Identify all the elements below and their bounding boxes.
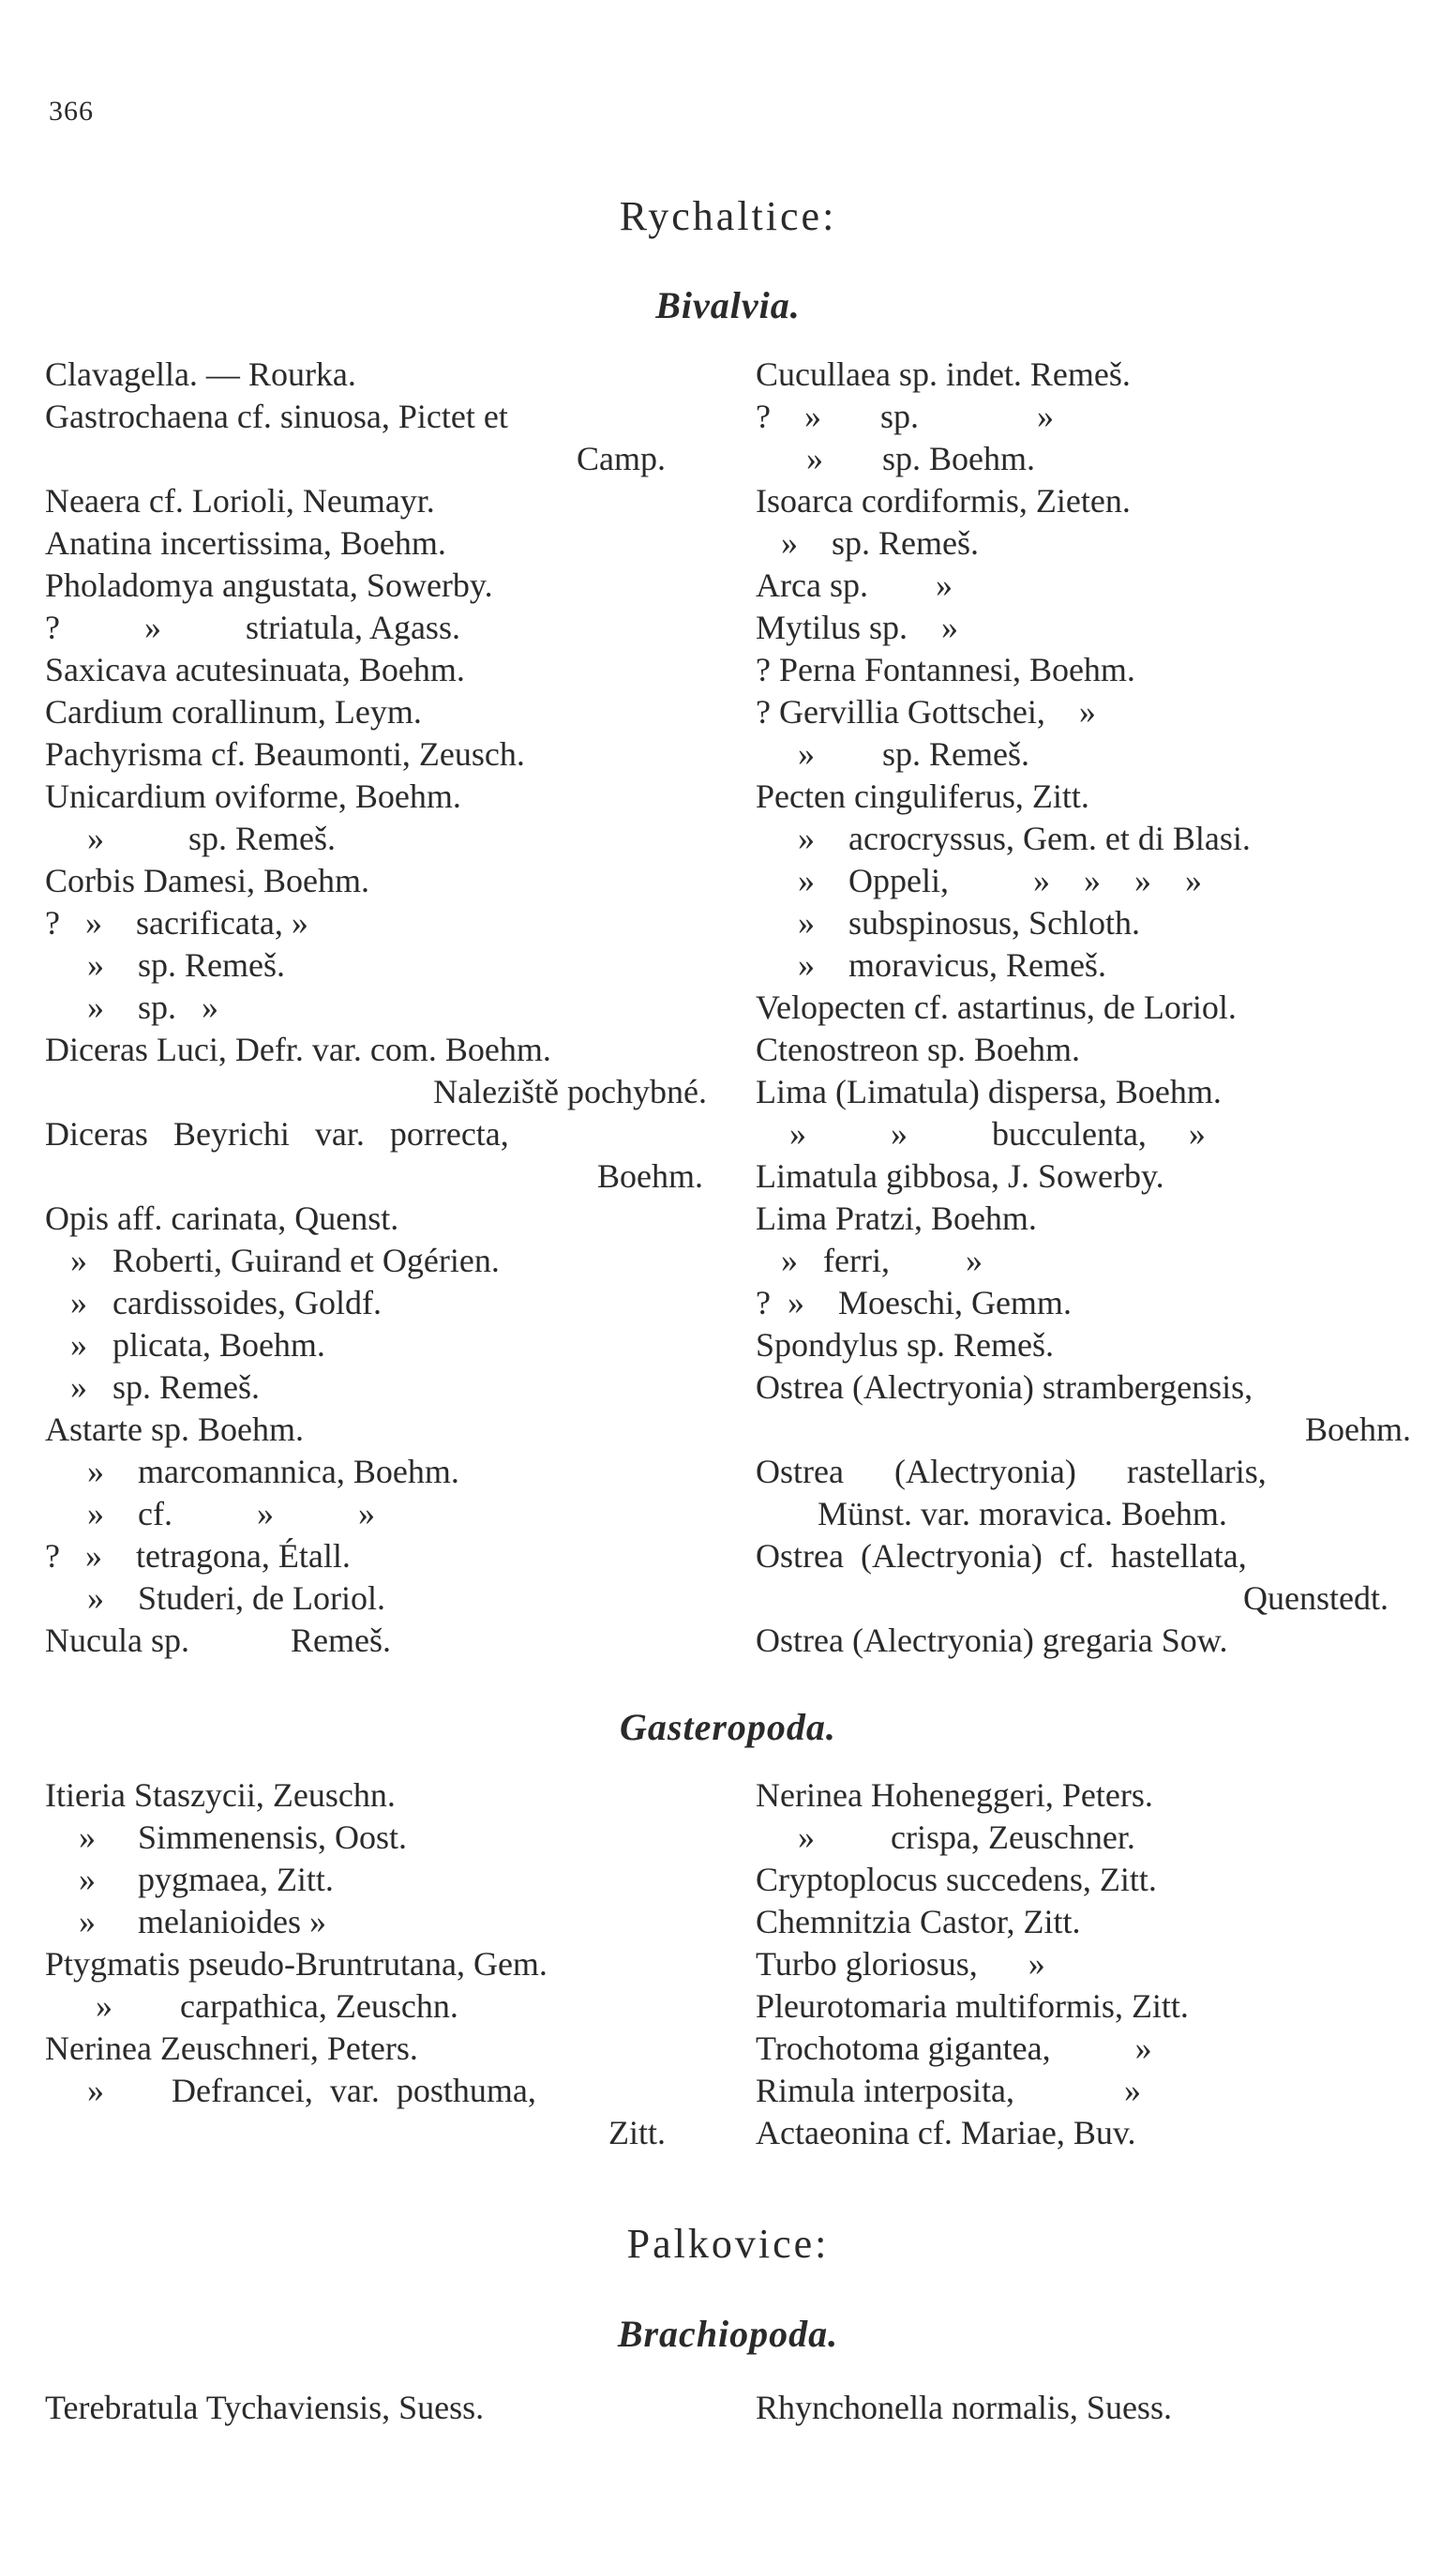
species-line: Terebratula Tychaviensis, Suess. — [45, 2389, 485, 2426]
species-line: Isoarca cordiformis, Zieten. — [756, 482, 1131, 520]
species-line: » crispa, Zeuschner. — [756, 1818, 1135, 1856]
species-line: Ctenostreon sp. Boehm. — [756, 1031, 1080, 1068]
bivalvia-left-column — [45, 354, 711, 1662]
species-line: Pleurotomaria multiformis, Zitt. — [756, 1987, 1189, 2025]
species-line: ? » Moeschi, Gemm. — [756, 1284, 1072, 1321]
gasteropoda-left-column — [45, 1774, 711, 2154]
species-line: Neaera cf. Lorioli, Neumayr. — [45, 482, 435, 520]
species-line: ? » striatula, Agass. — [45, 609, 460, 646]
species-line: » Roberti, Guirand et Ogérien. — [45, 1242, 500, 1279]
species-line: Velopecten cf. astartinus, de Loriol. — [756, 988, 1237, 1026]
species-line: Actaeonina cf. Mariae, Buv. — [756, 2114, 1136, 2151]
species-line-continuation: Zitt. — [608, 2114, 666, 2151]
bivalvia-right-column — [756, 354, 1417, 1662]
species-line: Ostrea (Alectryonia) strambergensis, — [756, 1368, 1253, 1406]
species-line: Trochotoma gigantea, » — [756, 2029, 1152, 2067]
brachiopoda-right-column — [756, 2387, 1417, 2429]
species-line: Nerinea Hoheneggeri, Peters. — [756, 1776, 1153, 1814]
species-line: Lima Pratzi, Boehm. — [756, 1200, 1037, 1237]
species-line: Rhynchonella normalis, Suess. — [756, 2389, 1172, 2426]
species-line: » acrocryssus, Gem. et di Blasi. — [756, 820, 1251, 857]
species-line: Clavagella. — Rourka. — [45, 355, 356, 393]
group-heading-gasteropoda: Gasteropoda. — [620, 1706, 836, 1748]
species-line: » Simmenensis, Oost. — [45, 1818, 408, 1856]
species-line-continuation: Münst. var. moravica. Boehm. — [818, 1495, 1227, 1532]
species-line: » moravicus, Remeš. — [756, 946, 1106, 984]
locality-heading-rychaltice: Rychaltice: — [619, 193, 837, 239]
species-line: ? Perna Fontannesi, Boehm. — [756, 651, 1135, 688]
species-line: Ostrea (Alectryonia) rastellaris, — [756, 1453, 1267, 1490]
species-line: » sp. Remeš. — [45, 946, 285, 984]
species-line: Cryptoplocus succedens, Zitt. — [756, 1861, 1157, 1898]
species-line: » melanioides » — [45, 1903, 326, 1940]
species-line: Diceras Luci, Defr. var. com. Boehm. — [45, 1031, 551, 1068]
species-line: ? » sacrificata, » — [45, 904, 308, 942]
species-line: Ostrea (Alectryonia) cf. hastellata, — [756, 1537, 1247, 1575]
species-line: Unicardium oviforme, Boehm. — [45, 777, 461, 815]
species-line: Mytilus sp. » — [756, 609, 959, 646]
species-line: » marcomannica, Boehm. — [45, 1453, 459, 1490]
gasteropoda-right-column — [756, 1774, 1417, 2154]
species-line: » cardissoides, Goldf. — [45, 1284, 382, 1321]
species-line: Cardium corallinum, Leym. — [45, 693, 422, 731]
species-line: Spondylus sp. Remeš. — [756, 1326, 1055, 1364]
species-line: ? Gervillia Gottschei, » — [756, 693, 1096, 731]
species-line: ? » sp. » — [756, 398, 1054, 435]
locality-heading-palkovice: Palkovice: — [626, 2221, 830, 2267]
species-line: » » bucculenta, » — [756, 1115, 1206, 1153]
species-line: » Studeri, de Loriol. — [45, 1579, 385, 1617]
species-line: Pecten cinguliferus, Zitt. — [756, 777, 1089, 815]
species-line: Nerinea Zeuschneri, Peters. — [45, 2029, 418, 2067]
species-line: Ptygmatis pseudo-Bruntrutana, Gem. — [45, 1945, 548, 1983]
species-line: » Defrancei, var. posthuma, — [45, 2072, 536, 2109]
species-line: Ostrea (Alectryonia) gregaria Sow. — [756, 1622, 1228, 1659]
species-line: » pygmaea, Zitt. — [45, 1861, 334, 1898]
species-line: Pachyrisma cf. Beaumonti, Zeusch. — [45, 735, 525, 773]
group-heading-bivalvia: Bivalvia. — [655, 284, 801, 326]
species-line: Gastrochaena cf. sinuosa, Pictet et — [45, 398, 508, 435]
species-line: Opis aff. carinata, Quenst. — [45, 1200, 399, 1237]
species-line-continuation: Camp. — [577, 440, 666, 477]
species-line: » carpathica, Zeuschn. — [45, 1987, 458, 2025]
species-line: » ferri, » — [756, 1242, 983, 1279]
species-line: Limatula gibbosa, J. Sowerby. — [756, 1157, 1164, 1195]
species-line: Saxicava acutesinuata, Boehm. — [45, 651, 465, 688]
species-line-continuation: Boehm. — [1305, 1411, 1411, 1448]
species-line: » sp. Remeš. — [756, 524, 979, 562]
species-line: » Oppeli, » » » » — [756, 862, 1202, 899]
species-line: » sp. Remeš. — [756, 735, 1029, 773]
species-line: » sp. Boehm. — [756, 440, 1036, 477]
species-line-continuation: Naleziště pochybné. — [433, 1073, 707, 1110]
species-line: Nucula sp. Remeš. — [45, 1622, 391, 1659]
species-line: Anatina incertissima, Boehm. — [45, 524, 446, 562]
species-line: Lima (Limatula) dispersa, Boehm. — [756, 1073, 1222, 1110]
species-line: Pholadomya angustata, Sowerby. — [45, 566, 493, 604]
species-line: Itieria Staszycii, Zeuschn. — [45, 1776, 396, 1814]
species-line: » subspinosus, Schloth. — [756, 904, 1141, 942]
species-line: Rimula interposita, » — [756, 2072, 1141, 2109]
species-line: » cf. » » — [45, 1495, 375, 1532]
species-line: Chemnitzia Castor, Zitt. — [756, 1903, 1081, 1940]
species-line: ? » tetragona, Étall. — [45, 1537, 351, 1575]
species-line: Corbis Damesi, Boehm. — [45, 862, 369, 899]
species-line: Diceras Beyrichi var. porrecta, — [45, 1115, 509, 1153]
species-line: » sp. Remeš. — [45, 820, 336, 857]
species-line: Turbo gloriosus, » — [756, 1945, 1045, 1983]
species-line: » sp. Remeš. — [45, 1368, 260, 1406]
species-line: » sp. » — [45, 988, 219, 1026]
page-number: 366 — [49, 96, 94, 127]
species-line-continuation: Boehm. — [597, 1157, 703, 1195]
brachiopoda-left-column — [45, 2387, 711, 2429]
species-line: Cucullaea sp. indet. Remeš. — [756, 355, 1131, 393]
species-line: Arca sp. » — [756, 566, 953, 604]
species-line: » plicata, Boehm. — [45, 1326, 325, 1364]
species-line-continuation: Quenstedt. — [1243, 1579, 1388, 1617]
group-heading-brachiopoda: Brachiopoda. — [617, 2313, 839, 2355]
species-line: Astarte sp. Boehm. — [45, 1411, 304, 1448]
